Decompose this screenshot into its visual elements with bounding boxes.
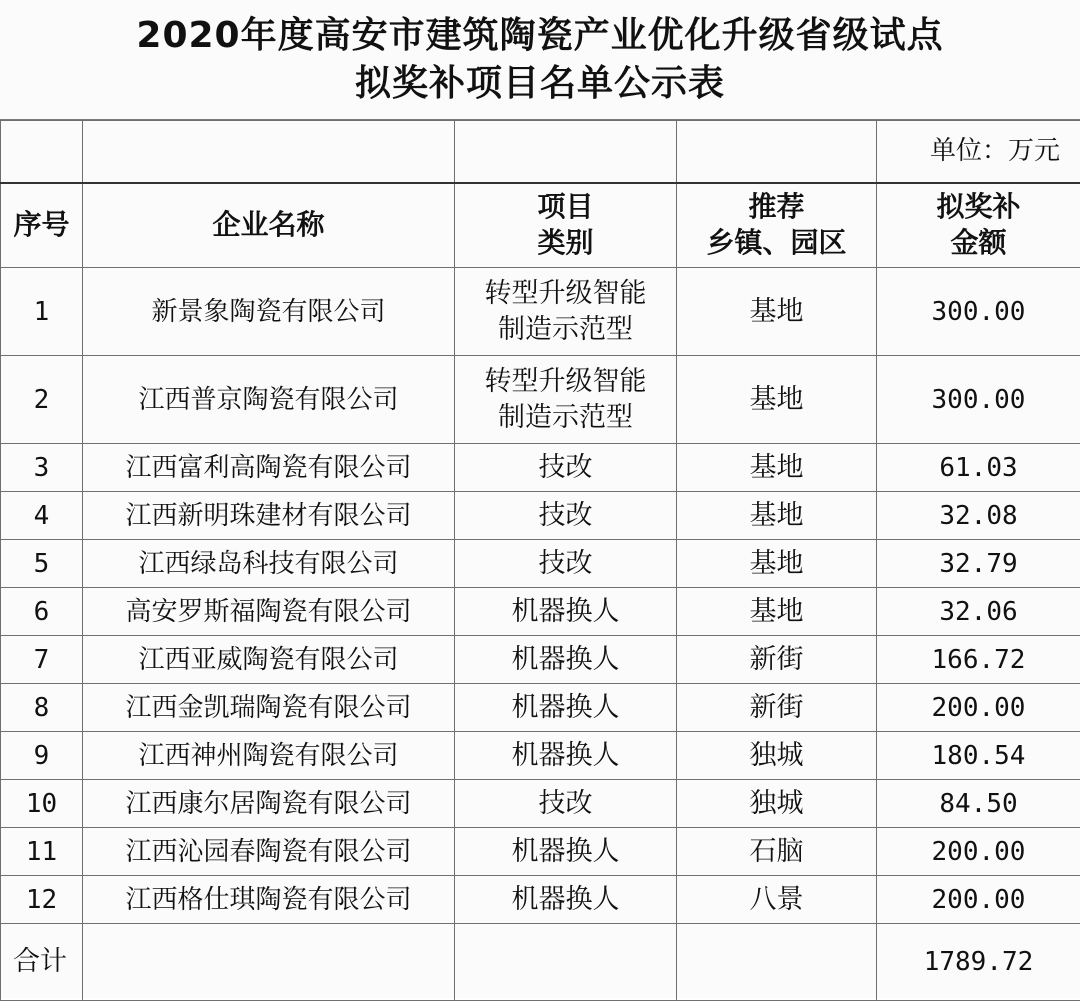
header-index: 序号: [1, 183, 83, 268]
row-amount: 32.79: [877, 540, 1080, 588]
table-row: [1, 444, 1080, 492]
row-company: 江西亚威陶瓷有限公司: [83, 636, 455, 684]
row-town: 基地: [677, 444, 877, 492]
table-row: [1, 684, 1080, 732]
header-amount-line-1: 拟奖补: [877, 189, 1080, 225]
row-amount: 300.00: [877, 268, 1080, 356]
award-table: [0, 120, 1080, 1001]
row-index: 1: [1, 268, 83, 356]
unit-row: [1, 121, 1080, 183]
row-amount: 61.03: [877, 444, 1080, 492]
table-row: [1, 588, 1080, 636]
title-line-2: 拟奖补项目名单公示表: [355, 60, 725, 108]
row-index: 7: [1, 636, 83, 684]
header-row: [1, 183, 1080, 268]
total-label: 合计: [1, 924, 83, 1001]
row-category: 机器换人: [455, 828, 677, 876]
row-index: 3: [1, 444, 83, 492]
row-category-line-2: 制造示范型: [455, 400, 676, 436]
row-index: 9: [1, 732, 83, 780]
table-row: [1, 492, 1080, 540]
row-category: 技改: [455, 540, 677, 588]
table-row: [1, 636, 1080, 684]
total-empty-town: [677, 924, 877, 1001]
table-row: [1, 356, 1080, 444]
row-company: 江西绿岛科技有限公司: [83, 540, 455, 588]
row-category-line-1: 转型升级智能: [455, 364, 676, 400]
row-index: 11: [1, 828, 83, 876]
row-category: [455, 356, 677, 444]
table-row: [1, 732, 1080, 780]
header-company: 企业名称: [83, 183, 455, 268]
row-company: 江西康尔居陶瓷有限公司: [83, 780, 455, 828]
row-amount: 180.54: [877, 732, 1080, 780]
row-town: 基地: [677, 268, 877, 356]
row-town: 新街: [677, 636, 877, 684]
table-row: [1, 268, 1080, 356]
row-amount: 84.50: [877, 780, 1080, 828]
row-index: 8: [1, 684, 83, 732]
row-company: 江西格仕琪陶瓷有限公司: [83, 876, 455, 924]
row-index: 5: [1, 540, 83, 588]
row-town: 基地: [677, 588, 877, 636]
row-category: 技改: [455, 492, 677, 540]
document-title: [0, 0, 1080, 120]
table-row: [1, 780, 1080, 828]
table-row: [1, 540, 1080, 588]
header-category-line-1: 项目: [455, 189, 676, 225]
row-amount: 200.00: [877, 876, 1080, 924]
row-index: 4: [1, 492, 83, 540]
row-category-line-2: 制造示范型: [455, 312, 676, 348]
row-town: 石脑: [677, 828, 877, 876]
row-town: 基地: [677, 492, 877, 540]
title-line-1: 2020年度高安市建筑陶瓷产业优化升级省级试点: [136, 12, 943, 60]
row-town: 八景: [677, 876, 877, 924]
row-index: 10: [1, 780, 83, 828]
total-empty-category: [455, 924, 677, 1001]
row-category: [455, 268, 677, 356]
header-amount-line-2: 金额: [877, 225, 1080, 261]
row-amount: 200.00: [877, 828, 1080, 876]
row-town: 新街: [677, 684, 877, 732]
row-category: 技改: [455, 444, 677, 492]
total-empty-company: [83, 924, 455, 1001]
row-category: 机器换人: [455, 732, 677, 780]
row-company: 江西普京陶瓷有限公司: [83, 356, 455, 444]
header-town-line-2: 乡镇、园区: [677, 225, 876, 261]
row-company: 新景象陶瓷有限公司: [83, 268, 455, 356]
row-company: 江西富利高陶瓷有限公司: [83, 444, 455, 492]
row-index: 12: [1, 876, 83, 924]
row-category: 机器换人: [455, 588, 677, 636]
total-amount: 1789.72: [877, 924, 1080, 1001]
header-category: [455, 183, 677, 268]
row-town: 独城: [677, 732, 877, 780]
row-amount: 32.08: [877, 492, 1080, 540]
header-category-line-2: 类别: [455, 225, 676, 261]
unit-label: 单位：万元: [877, 121, 1080, 183]
table-row: [1, 828, 1080, 876]
row-amount: 32.06: [877, 588, 1080, 636]
header-town-line-1: 推荐: [677, 189, 876, 225]
row-company: 高安罗斯福陶瓷有限公司: [83, 588, 455, 636]
row-company: 江西新明珠建材有限公司: [83, 492, 455, 540]
row-amount: 200.00: [877, 684, 1080, 732]
header-town: [677, 183, 877, 268]
table-row: [1, 876, 1080, 924]
row-amount: 166.72: [877, 636, 1080, 684]
row-company: 江西金凯瑞陶瓷有限公司: [83, 684, 455, 732]
row-amount: 300.00: [877, 356, 1080, 444]
row-category: 机器换人: [455, 684, 677, 732]
header-amount: [877, 183, 1080, 268]
total-row: [1, 924, 1080, 1001]
row-category: 机器换人: [455, 876, 677, 924]
row-town: 基地: [677, 540, 877, 588]
row-town: 独城: [677, 780, 877, 828]
row-category: 机器换人: [455, 636, 677, 684]
row-category: 技改: [455, 780, 677, 828]
row-category-line-1: 转型升级智能: [455, 276, 676, 312]
row-company: 江西神州陶瓷有限公司: [83, 732, 455, 780]
row-index: 2: [1, 356, 83, 444]
row-town: 基地: [677, 356, 877, 444]
row-company: 江西沁园春陶瓷有限公司: [83, 828, 455, 876]
row-index: 6: [1, 588, 83, 636]
